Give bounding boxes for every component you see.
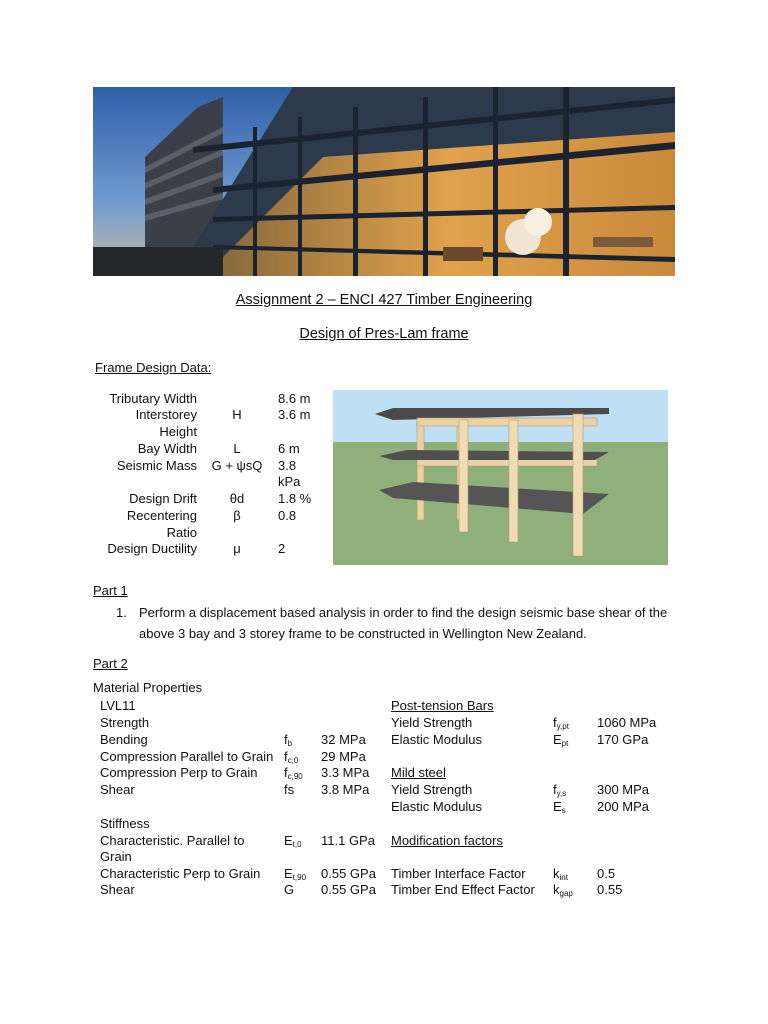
prop-symbol: $E_{t,90}$ (284, 866, 307, 882)
stiffness-title: Stiffness (100, 816, 150, 831)
prop-label: Characteristic Perp to Grain (100, 866, 261, 881)
part1-item-text: Perform a displacement based analysis in order to find the design seismic base shear of the (139, 605, 668, 620)
prop-symbol: $f_{c,0}$ (284, 749, 299, 765)
prop-value: 29 MPa (321, 749, 366, 764)
frame-model-illustration (333, 390, 668, 565)
fd-value: 6 m (278, 441, 300, 456)
building-photo (93, 87, 675, 276)
prop-label: Bending (100, 732, 148, 747)
material-properties-heading: Material Properties (93, 680, 203, 695)
fd-label: Seismic Mass (116, 458, 197, 473)
prop-symbol: $k_{gap}$ (553, 882, 573, 898)
prop-value: 0.55 GPa (321, 866, 376, 881)
part1-heading: Part 1 (93, 583, 128, 598)
fd-symbol: θd (229, 491, 245, 506)
prop-label: Elastic Modulus (391, 732, 483, 747)
fd-symbol: L (233, 441, 241, 456)
prop-label: Yield Strength (391, 715, 473, 730)
fd-symbol: H (232, 407, 242, 422)
prop-value: 1060 MPa (597, 715, 657, 730)
fd-label: Ratio (166, 525, 197, 540)
fd-value: 8.6 m (278, 391, 311, 406)
prop-symbol: G (284, 882, 295, 897)
fd-symbol: G + ψsQ (211, 458, 263, 473)
part1-item-text: above 3 bay and 3 storey frame to be constructed in Wellington New Zealand. (139, 626, 587, 641)
post-tension-title: Post-tension Bars (391, 698, 494, 713)
fd-value: 1.8 % (278, 491, 312, 506)
prop-symbol: $E_{t,0}$ (284, 833, 302, 849)
prop-symbol: $f_{y,pt}$ (553, 715, 569, 731)
prop-value: 3.8 MPa (321, 782, 370, 797)
prop-label: Compression Perp to Grain (100, 765, 258, 780)
prop-value: 11.1 GPa (321, 833, 375, 848)
prop-symbol: $f_{c,90}$ (284, 765, 303, 781)
modification-title: Modification factors (391, 833, 503, 848)
frame-design-heading: Frame Design Data: (95, 360, 212, 375)
prop-symbol: $E_{pt}$ (553, 732, 569, 748)
fd-label: Design Ductility (107, 541, 197, 556)
fd-value: kPa (278, 474, 301, 489)
strength-title: Strength (100, 715, 150, 730)
prop-value: 3.3 MPa (321, 765, 370, 780)
fd-value: 0.8 (278, 508, 297, 523)
prop-label: Grain (100, 849, 132, 864)
fd-label: Interstorey (135, 407, 197, 422)
fd-value: 3.6 m (278, 407, 311, 422)
prop-label: Characteristic. Parallel to (100, 833, 245, 848)
prop-value: 200 MPa (597, 799, 650, 814)
fd-label: Bay Width (137, 441, 197, 456)
fd-symbol: μ (233, 541, 241, 556)
prop-value: 0.55 (597, 882, 623, 897)
prop-value: 300 MPa (597, 782, 650, 797)
fd-label: Tributary Width (109, 391, 197, 406)
fd-label: Design Drift (129, 491, 197, 506)
prop-symbol: $f_{y,s}$ (553, 782, 567, 798)
prop-value: 0.55 GPa (321, 882, 376, 897)
page-subtitle: Design of Pres-Lam frame (299, 326, 469, 342)
prop-value: 170 GPa (597, 732, 649, 747)
prop-label: Timber Interface Factor (391, 866, 526, 881)
part1-item-number: 1. (116, 605, 127, 620)
prop-value: 32 MPa (321, 732, 366, 747)
prop-symbol: $f_b$ (284, 732, 293, 748)
fd-label: Recentering (126, 508, 197, 523)
prop-symbol: $k_{int}$ (553, 866, 568, 882)
fd-label: Height (159, 424, 197, 439)
fd-value: 3.8 (278, 458, 297, 473)
page-title: Assignment 2 – ENCI 427 Timber Engineering (235, 292, 533, 308)
part2-heading: Part 2 (93, 656, 128, 671)
mild-steel-title: Mild steel (391, 765, 446, 780)
prop-symbol: fs (284, 782, 295, 797)
prop-label: Elastic Modulus (391, 799, 483, 814)
prop-label: Compression Parallel to Grain (100, 749, 274, 764)
fd-symbol: β (233, 508, 241, 523)
prop-label: Yield Strength (391, 782, 473, 797)
prop-symbol: $E_s$ (553, 799, 566, 815)
prop-label: Shear (100, 882, 135, 897)
prop-value: 0.5 (597, 866, 616, 881)
prop-label: Shear (100, 782, 135, 797)
lvl-title: LVL11 (100, 698, 136, 713)
fd-value: 2 (278, 541, 286, 556)
prop-label: Timber End Effect Factor (391, 882, 535, 897)
